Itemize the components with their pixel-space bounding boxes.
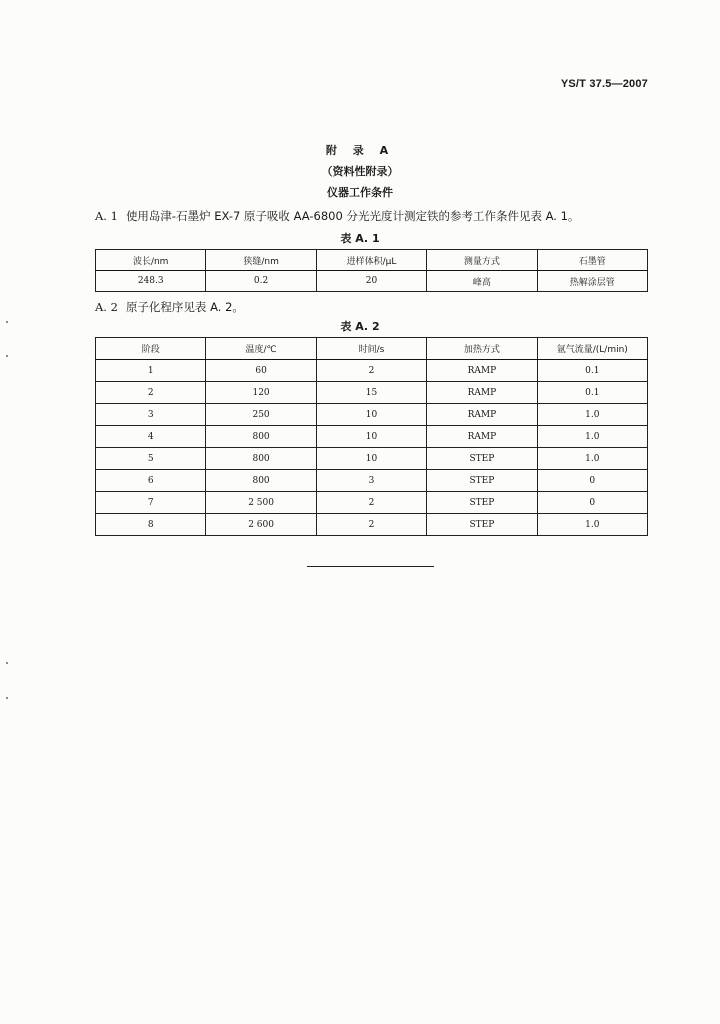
table-a1-header-row	[96, 250, 648, 271]
table-cell: 10	[316, 448, 426, 470]
table-a2-header-row	[96, 338, 648, 360]
table-cell: 3	[96, 404, 206, 426]
table-a1-header-cell: 测量方式	[427, 250, 537, 271]
table-cell: STEP	[427, 514, 537, 536]
table-cell: 60	[206, 360, 316, 382]
table-cell: RAMP	[427, 426, 537, 448]
table-a1-header-cell: 进样体积/μL	[316, 250, 426, 271]
table-cell: 2 500	[206, 492, 316, 514]
table-row	[96, 382, 648, 404]
table-cell: 250	[206, 404, 316, 426]
table-a2-header-cell: 时间/s	[316, 338, 426, 360]
clause-a2-text: 原子化程序见表 A. 2。	[125, 300, 244, 314]
clause-a1	[95, 208, 579, 224]
clause-a2	[95, 299, 244, 315]
table-cell: 8	[96, 514, 206, 536]
table-cell: 7	[96, 492, 206, 514]
clause-a1-text: 使用岛津-石墨炉 EX-7 原子吸收 AA-6800 分光光度计测定铁的参考工作条件见表 A. 1。	[125, 209, 580, 223]
table-row	[96, 514, 648, 536]
table-cell: 1.0	[537, 448, 647, 470]
table-cell: 2 600	[206, 514, 316, 536]
clause-a1-number: A. 1	[95, 209, 118, 223]
table-row	[96, 271, 648, 292]
table-cell: 6	[96, 470, 206, 492]
table-row	[96, 492, 648, 514]
table-cell: 120	[206, 382, 316, 404]
table-row	[96, 404, 648, 426]
table-cell: STEP	[427, 448, 537, 470]
table-row	[96, 360, 648, 382]
table-a2-caption: 表 A. 2	[340, 320, 380, 333]
table-cell: 3	[316, 470, 426, 492]
table-cell: 248.3	[96, 271, 206, 292]
table-row	[96, 426, 648, 448]
table-cell: 0.1	[537, 360, 647, 382]
table-a2-header-cell: 阶段	[96, 338, 206, 360]
table-cell: 1.0	[537, 514, 647, 536]
table-cell: 4	[96, 426, 206, 448]
appendix-subtitle: 仪器工作条件	[327, 186, 393, 199]
standard-number: YS/T 37.5—2007	[560, 78, 648, 90]
table-cell: 1.0	[537, 404, 647, 426]
table-row	[96, 448, 648, 470]
table-cell: 峰高	[427, 271, 537, 292]
table-cell: 10	[316, 404, 426, 426]
table-cell: 5	[96, 448, 206, 470]
table-cell: 1	[96, 360, 206, 382]
table-cell: STEP	[427, 470, 537, 492]
table-a1-header-cell: 波长/nm	[96, 250, 206, 271]
clause-a2-number: A. 2	[95, 300, 118, 314]
table-a1-header-cell: 狭缝/nm	[206, 250, 316, 271]
table-cell: 2	[96, 382, 206, 404]
scan-speck	[6, 321, 8, 323]
table-a2	[95, 337, 648, 536]
table-cell: 热解涂层管	[537, 271, 647, 292]
table-cell: RAMP	[427, 360, 537, 382]
table-cell: RAMP	[427, 404, 537, 426]
table-cell: 0	[537, 470, 647, 492]
table-cell: 2	[316, 360, 426, 382]
table-cell: 0.1	[537, 382, 647, 404]
appendix-heading	[0, 140, 720, 203]
table-a2-header-cell: 加热方式	[427, 338, 537, 360]
scan-speck	[6, 355, 8, 357]
table-cell: 10	[316, 426, 426, 448]
table-cell: 20	[316, 271, 426, 292]
table-cell: 0	[537, 492, 647, 514]
appendix-type: （资料性附录）	[321, 165, 399, 178]
table-cell: 800	[206, 448, 316, 470]
table-a1-header-cell: 石墨管	[537, 250, 647, 271]
table-cell: 2	[316, 514, 426, 536]
table-cell: 800	[206, 426, 316, 448]
table-a1-caption: 表 A. 1	[340, 232, 380, 245]
table-a2-header-cell: 温度/℃	[206, 338, 316, 360]
table-cell: 2	[316, 492, 426, 514]
table-cell: 0.2	[206, 271, 316, 292]
table-row	[96, 470, 648, 492]
end-rule	[307, 566, 434, 567]
table-cell: 15	[316, 382, 426, 404]
scan-speck	[6, 662, 8, 664]
table-a1	[95, 249, 648, 292]
table-cell: RAMP	[427, 382, 537, 404]
table-a2-header-cell: 氩气流量/(L/min)	[537, 338, 647, 360]
table-cell: 800	[206, 470, 316, 492]
table-cell: STEP	[427, 492, 537, 514]
appendix-title: 附 录 A	[325, 144, 395, 157]
table-cell: 1.0	[537, 426, 647, 448]
scan-speck	[6, 697, 8, 699]
